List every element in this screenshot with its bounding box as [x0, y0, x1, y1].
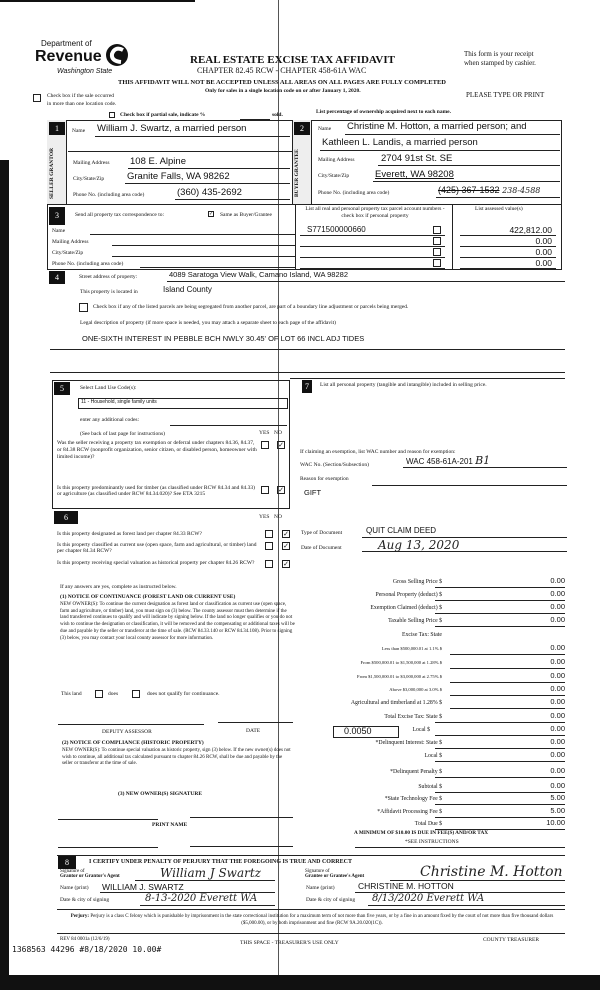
form-revision: REV 84 0001a (12/6/19)	[60, 937, 110, 942]
tax-row-label: *Delinquent Penalty $	[390, 769, 442, 775]
tax-row-value[interactable]: 0.00	[550, 737, 565, 746]
tax-row-label: Personal Property (deduct) $	[375, 592, 442, 598]
does-qualify-checkbox[interactable]	[95, 690, 103, 698]
partial-sale-label: Check box if partial sale, indicate %	[120, 112, 206, 118]
tax-row-label: Excise Tax: State	[401, 632, 442, 638]
no-header-6: NO	[274, 514, 282, 520]
new-owner-signature-label: (3) NEW OWNER(S) SIGNATURE	[118, 791, 202, 797]
seller-phone-field[interactable]: (360) 435-2692	[177, 187, 242, 198]
land-use-label: Select Land Use Code(s):	[80, 385, 137, 391]
personal-property-label: List all personal property (tangible and intangible) included in selling price.	[320, 382, 487, 388]
corr-name-label: Name	[52, 228, 66, 234]
assessor-date-label: DATE	[246, 728, 261, 734]
grantee-date-field[interactable]: 8/13/2020 Everett WA	[372, 893, 485, 904]
corr-name-field[interactable]	[90, 234, 295, 235]
q-timber-yes[interactable]	[261, 486, 269, 494]
tax-row-value[interactable]: 0.00	[550, 643, 565, 652]
parcel-number-field[interactable]: S771500000660	[307, 225, 366, 234]
tax-row-label: Total Excise Tax: State $	[384, 714, 442, 720]
assessed-value-field[interactable]: 0.00	[535, 258, 552, 268]
assessed-value-field[interactable]: 422,812.00	[509, 225, 552, 235]
grantee-name-label: Name (print)	[306, 885, 335, 891]
land-use-value: 11 - Household, single family units	[81, 399, 157, 405]
grantor-name-field[interactable]: WILLIAM J. SWARTZ	[102, 882, 184, 892]
additional-codes-field[interactable]	[170, 425, 287, 426]
section-5-number: 5	[54, 382, 70, 395]
form-chapter: CHAPTER 82.45 RCW - CHAPTER 458-61A WAC	[197, 66, 367, 75]
personal-property-checkbox[interactable]	[433, 259, 441, 267]
q-timber-no[interactable]: ✓	[278, 486, 284, 494]
reason-label: Reason for exemption	[300, 476, 349, 482]
tax-row-value[interactable]: 10.00	[546, 818, 565, 827]
grantee-date-label: Date & city of signing	[306, 897, 356, 903]
tax-row-value[interactable]: 0.00	[550, 766, 565, 775]
dor-logo-icon	[103, 42, 131, 68]
local-rate-box[interactable]	[333, 726, 399, 738]
tax-row-value[interactable]: 0.00	[550, 657, 565, 666]
same-as-buyer-checkbox[interactable]: ✓	[209, 211, 214, 217]
receipt-note-2: when stamped by cashier.	[464, 59, 536, 67]
tax-row-label: From $1,500,000.01 to $3,000,000 at 2.75% $	[357, 674, 442, 679]
receipt-note: This form is your receipt	[464, 50, 534, 58]
buyer-mail-label: Mailing Address	[318, 157, 355, 163]
section-3-number: 3	[49, 207, 65, 225]
tax-row-value[interactable]: 0.00	[550, 750, 565, 759]
tax-row-value[interactable]: 0.00	[550, 602, 565, 611]
notice-continuance-text: NEW OWNER(S): To continue the current designation as forest land or classification as current use (open space, farm and agriculture, or timber) land, you must sign on (3) below. The county assessor must then determine if the land transferred continues to qualify and will indicate by signing below. If the land no longer qualifies or you do not wish to continue the designation or classification, it will be removed and the compensating or additional taxes will be due and payable by the seller or transferor at the time of sale. (RCW 84.33.140 or RCW 84.34.108). Prior to signing (3) below, you may contact your local county assessor for more information.	[60, 602, 295, 641]
buyer-phone-handwritten: 238-4588	[502, 186, 541, 195]
tax-row-label: Local $	[412, 727, 430, 733]
see-back-label: (See back of last page for instructions)	[80, 431, 165, 437]
notice-compliance-title: (2) NOTICE OF COMPLIANCE (HISTORIC PROPERTY)	[62, 740, 204, 746]
seller-city-label: City/State/Zip	[73, 176, 105, 182]
cashier-stamp: 1368563 44296 #8/18/2020 10.00#	[12, 945, 162, 954]
seller-phone-label: Phone No. (including area code)	[73, 192, 145, 198]
minimum-due-note: A MINIMUM OF $10.00 IS DUE IN FEE(S) AND/OR TAX	[354, 830, 489, 836]
local-rate-value: 0.0050	[344, 726, 372, 736]
deputy-assessor-line[interactable]	[58, 724, 204, 725]
seller-city-field[interactable]: Granite Falls, WA 98262	[127, 171, 230, 182]
does-not-label: does not qualify for continuance.	[147, 691, 220, 697]
grantee-signature[interactable]: Christine M. Hotton	[420, 864, 563, 880]
tax-row-value[interactable]: 0.00	[550, 781, 565, 790]
tax-row-value[interactable]: 0.00	[550, 724, 565, 733]
tax-row-label: Total Due $	[414, 821, 442, 827]
doc-date-label: Date of Document	[301, 545, 342, 551]
form-only-for: Only for sales in a single location code on or after January 1, 2020.	[205, 88, 361, 94]
section-8-number: 8	[58, 856, 76, 869]
certify-statement: I CERTIFY UNDER PENALTY OF PERJURY THAT THE FOREGOING IS TRUE AND CORRECT	[89, 859, 352, 865]
location-check-label: Check box if the sale occurred	[47, 93, 115, 99]
q-forest-no[interactable]: ✓	[283, 530, 289, 538]
assessor-date-line[interactable]	[218, 722, 293, 723]
tax-row-label: Local $	[424, 753, 442, 759]
scan-top-bar	[0, 0, 195, 2]
scan-left-edge	[0, 160, 9, 990]
does-not-qualify-checkbox[interactable]	[132, 690, 140, 698]
exemption-note: If claiming an exemption, list WAC number and reason for exemption:	[300, 449, 456, 455]
parcel-header: List all real and personal property tax parcel account numbers - check box if personal property	[305, 206, 445, 219]
q-timber: Is this property predominantly used for timber (as classified under RCW 84.34 and 84.33) or agriculture (as classified under RCW 84.34.020)? See ETA 3215	[57, 485, 256, 497]
buyer-name-field[interactable]: Christine M. Hotton, a married person; and	[347, 121, 527, 132]
perjury-notice: Perjury: Perjury is a class C felony which is punishable by imprisonment in the state correctional institution for a maximum term of not more than five years, or by a fine in an amount fixed by the court of not more than five thousand dollars ($5,000.00), or by both imprisonment and fine (RCW 9A.20.020(1C)).	[70, 914, 554, 926]
street-label: Street address of property:	[79, 274, 138, 280]
tax-row-label: Above $3,000,000 at 3.0% $	[389, 687, 442, 692]
section-2-number: 2	[294, 122, 310, 135]
tax-row-value[interactable]: 0.00	[550, 684, 565, 693]
reason-field[interactable]: GIFT	[304, 488, 322, 497]
yes-header-6: YES	[259, 514, 270, 520]
q-current-use-no[interactable]: ✓	[283, 542, 289, 550]
personal-property-checkbox[interactable]	[433, 248, 441, 256]
q-exemption: Was the seller receiving a property tax exemption or deferral under chapters 84.36, 84.37, or 84.38 RCW (nonprofit organization, senior citizen, or disabled person, homeowner with limited income)?	[57, 440, 257, 460]
legal-desc-label: Legal description of property (if more space is needed, you may attach a separate sheet to each page of the affidavit)	[80, 320, 336, 326]
seller-name-field[interactable]: William J. Swartz, a married person	[97, 123, 247, 134]
tax-row-label: Less than $500,000.01 at 1.1% $	[381, 646, 442, 651]
grantor-date-label: Date & city of signing	[60, 897, 110, 903]
section-4-number: 4	[49, 271, 65, 284]
yes-header: YES	[259, 430, 270, 436]
personal-property-checkbox[interactable]	[433, 237, 441, 245]
doc-type-label: Type of Document	[301, 530, 343, 536]
location-check-label-2: in more than one location code.	[47, 101, 117, 107]
if-yes-label: If any answers are yes, complete as instructed below.	[60, 584, 177, 590]
grantor-signature[interactable]: William J Swartz	[160, 866, 261, 880]
q-historic-no[interactable]: ✓	[283, 560, 289, 568]
seller-name-label: Name	[72, 128, 86, 134]
legal-desc-field[interactable]: ONE-SIXTH INTEREST IN PEBBLE BCH NWLY 30.45' OF LOT 66 INCL ADJ TIDES	[82, 334, 365, 343]
tax-row-label: Taxable Selling Price $	[388, 618, 442, 624]
notice-compliance-text: NEW OWNER(S): To continue special valuation as historic property, sign (3) below. If the new owner(s) does not wish to continue, all additional tax calculated pursuant to chapter 84.26 RCW, shall be due and payable by the seller or transferor at the time of sale.	[62, 748, 291, 767]
county-field[interactable]: Island County	[163, 285, 212, 294]
tax-row-label: *State Technology Fee $	[384, 796, 442, 802]
segregated-label: Check box if any of the listed parcels are being segregated from another parcel, are part of a boundary line adjustment or parcels being merged.	[93, 304, 409, 310]
q-historic-yes[interactable]	[265, 560, 273, 568]
multi-location-checkbox[interactable]	[33, 94, 41, 102]
tax-row-value[interactable]: 0.00	[550, 711, 565, 720]
grantor-name-label: Name (print)	[60, 885, 89, 891]
assessed-header: List assessed value(s)	[475, 206, 523, 212]
type-or-print: PLEASE TYPE OR PRINT	[466, 91, 545, 99]
tax-row-value[interactable]: 0.00	[550, 697, 565, 706]
tax-row-value[interactable]: 0.00	[550, 671, 565, 680]
tax-row-value[interactable]: 5.00	[550, 793, 565, 802]
tax-row-value[interactable]: 0.00	[550, 589, 565, 598]
grantor-date-field[interactable]: 8-13-2020 Everett WA	[145, 893, 258, 904]
notice-continuance-title: (1) NOTICE OF CONTINUANCE (FOREST LAND OR CURRENT USE)	[60, 594, 236, 600]
county-treasurer-label: COUNTY TREASURER	[483, 937, 540, 943]
tax-row-label: Agricultural and timberland at 1.28% $	[350, 700, 442, 706]
grantee-signature-label: Signature of Grantee or Grantee's Agent	[305, 869, 365, 879]
buyer-phone-label: Phone No. (including area code)	[318, 190, 390, 196]
buyer-mail-field[interactable]: 2704 91st St. SE	[381, 153, 453, 164]
wac-label: WAC No. (Section/Subsection)	[300, 462, 369, 468]
q-historic: Is this property receiving special valuation as historical property per chapter 84.26 RCW?	[57, 560, 255, 566]
doc-type-field[interactable]: QUIT CLAIM DEED	[366, 526, 437, 535]
q-exemption-no[interactable]: ✓	[278, 441, 284, 449]
tax-row-label: *Delinquent Interest: State $	[375, 740, 442, 746]
tax-row-value[interactable]: 0.00	[550, 615, 565, 624]
q-forest-yes[interactable]	[265, 530, 273, 538]
this-land-label: This land	[61, 691, 82, 697]
partial-sale-checkbox[interactable]	[109, 112, 115, 118]
section-1-number: 1	[49, 122, 65, 135]
q-current-use-yes[interactable]	[265, 542, 273, 550]
tax-row-label: *Affidavit Processing Fee $	[377, 809, 442, 815]
assessed-value-field[interactable]: 0.00	[535, 236, 552, 246]
section-6-number: 6	[54, 511, 78, 524]
seller-grantor-label: SELLER GRANTOR	[49, 147, 55, 199]
buyer-city-field[interactable]: Everett, WA 98208	[375, 169, 454, 180]
tax-row-label: Subtotal $	[418, 784, 442, 790]
does-label: does	[108, 691, 119, 697]
form-title: REAL ESTATE EXCISE TAX AFFIDAVIT	[190, 54, 395, 66]
form-warning: THIS AFFIDAVIT WILL NOT BE ACCEPTED UNLESS ALL AREAS ON ALL PAGES ARE FULLY COMPLETED	[118, 79, 446, 86]
corr-city-field[interactable]	[112, 256, 295, 257]
wac-handwritten: B1	[475, 454, 491, 467]
tax-row-value[interactable]: 0.00	[550, 576, 565, 585]
buyer-phone-area[interactable]: (425) 367-1532	[438, 185, 500, 195]
corr-mail-label: Mailing Address	[52, 239, 89, 245]
logo-state: Washington State	[57, 68, 113, 75]
corr-mail-field[interactable]	[112, 245, 295, 246]
no-header: NO	[274, 430, 282, 436]
personal-property-checkbox[interactable]	[433, 226, 441, 234]
buyer-grantee-label: BUYER GRANTEE	[294, 149, 300, 197]
land-use-select[interactable]	[78, 398, 288, 409]
buyer-name-2-field[interactable]: Kathleen L. Landis, a married person	[322, 137, 478, 148]
send-correspondence-label: Send all property tax correspondence to:	[75, 212, 165, 218]
ownership-note: List percentage of ownership acquired next to each name.	[316, 109, 451, 115]
print-name-label: PRINT NAME	[152, 822, 188, 828]
logo-revenue: Revenue	[35, 48, 102, 65]
seller-mail-label: Mailing Address	[73, 160, 110, 166]
doc-date-field[interactable]: Aug 13, 2020	[378, 538, 460, 552]
deputy-assessor-label: DEPUTY ASSESSOR	[102, 729, 152, 735]
buyer-name-label: Name	[318, 126, 332, 132]
tax-row-value[interactable]: 5.00	[550, 806, 565, 815]
new-owner-signature-line-2[interactable]	[190, 817, 293, 818]
sold-label: sold.	[272, 112, 283, 118]
additional-codes-label: enter any additional codes:	[80, 417, 140, 423]
tax-row-label: Gross Selling Price $	[392, 579, 442, 585]
new-owner-signature-line[interactable]	[58, 819, 158, 820]
corr-phone-label: Phone No. (including area code)	[52, 261, 124, 267]
q-current-use: Is this property classified as current use (open space, farm and agricultural, or timber) land per chapter 84.34 RCW?	[57, 542, 257, 554]
same-as-buyer-label: Same as Buyer/Grantee	[220, 212, 272, 218]
corr-city-label: City/State/Zip	[52, 250, 84, 256]
wac-field[interactable]: WAC 458-61A-201 B1	[406, 454, 491, 467]
buyer-city-label: City/State/Zip	[318, 173, 350, 179]
scan-bottom-edge	[0, 975, 600, 990]
section-7-number: 7	[302, 380, 312, 393]
grantor-signature-label: Signature of Grantor or Grantor's Agent	[60, 869, 120, 879]
tax-row-label: From $500,000.01 to $1,500,000 at 1.28% $	[360, 660, 442, 665]
treasurer-use-label: THIS SPACE - TREASURER'S USE ONLY	[240, 940, 339, 946]
segregated-checkbox[interactable]	[79, 303, 88, 312]
corr-phone-field[interactable]	[140, 267, 295, 268]
tax-row-label: Exemption Claimed (deduct) $	[370, 605, 442, 611]
located-in-label: This property is located in	[80, 289, 138, 295]
q-exemption-yes[interactable]	[261, 441, 269, 449]
logo-dept: Department of	[41, 39, 92, 48]
seller-mail-field[interactable]: 108 E. Alpine	[130, 156, 186, 167]
assessed-value-field[interactable]: 0.00	[535, 247, 552, 257]
grantee-name-field[interactable]: CHRISTINE M. HOTTON	[358, 881, 454, 891]
q-forest: Is this property designated as forest land per chapter 84.33 RCW?	[57, 531, 202, 537]
see-instructions: *SEE INSTRUCTIONS	[405, 839, 459, 845]
street-address-field[interactable]: 4089 Saratoga View Walk, Camano Island, WA 98282	[169, 270, 348, 279]
